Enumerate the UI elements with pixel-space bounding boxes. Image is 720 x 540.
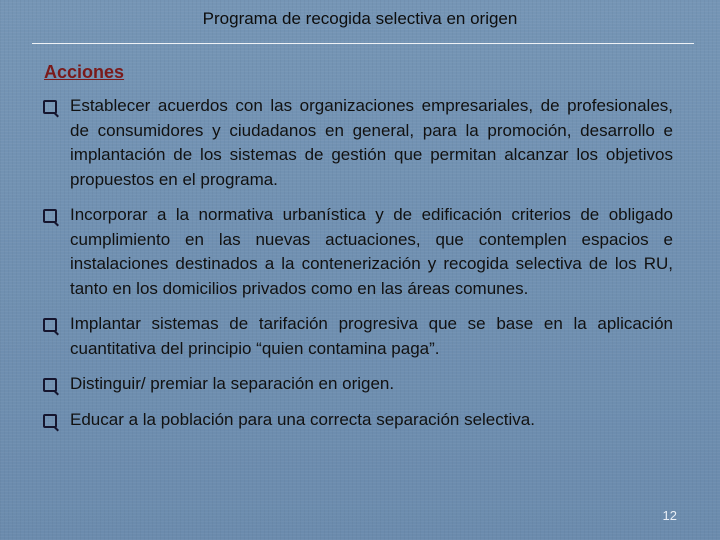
slide-title: Programa de recogida selectiva en origen [202,9,518,28]
bullet-text: Distinguir/ premiar la separación en origen. [70,374,395,393]
square-bullet-icon [43,378,57,392]
section-heading: Acciones [44,62,125,82]
bullet-text: Implantar sistemas de tarifación progresiva que se base en la aplicación cuantitativa del principio “quien contamina paga”. [70,314,673,358]
bullet-item [43,203,673,301]
bullet-item [43,408,673,433]
bullet-item [43,94,673,192]
bullet-text: Educar a la población para una correcta separación selectiva. [70,409,535,429]
bullet-text: Establecer acuerdos con las organizaciones empresariales, de profesionales, de consumidores y ciudadanos en general, para la promoción, desarrollo e implantación de los sistemas de gestión que permitan alcanzar los objetivos propuestos en el programa. [70,96,673,189]
square-bullet-icon [43,318,57,332]
page-number: 12 [662,508,677,523]
bullet-text: Incorporar a la normativa urbanística y de edificación criterios de obligado cumplimiento en las nuevas actuaciones, que contemplen espacios e instalaciones destinados a la contenerización y recogida selectiva de los RU, tanto en los domicilios privados como en las áreas comunes. [70,205,673,298]
bullet-list [43,94,673,432]
title-divider [32,43,694,44]
bullet-item [43,312,673,361]
square-bullet-icon [43,209,57,223]
square-bullet-icon [43,414,57,428]
square-bullet-icon [43,100,57,114]
bullet-item [43,372,673,397]
